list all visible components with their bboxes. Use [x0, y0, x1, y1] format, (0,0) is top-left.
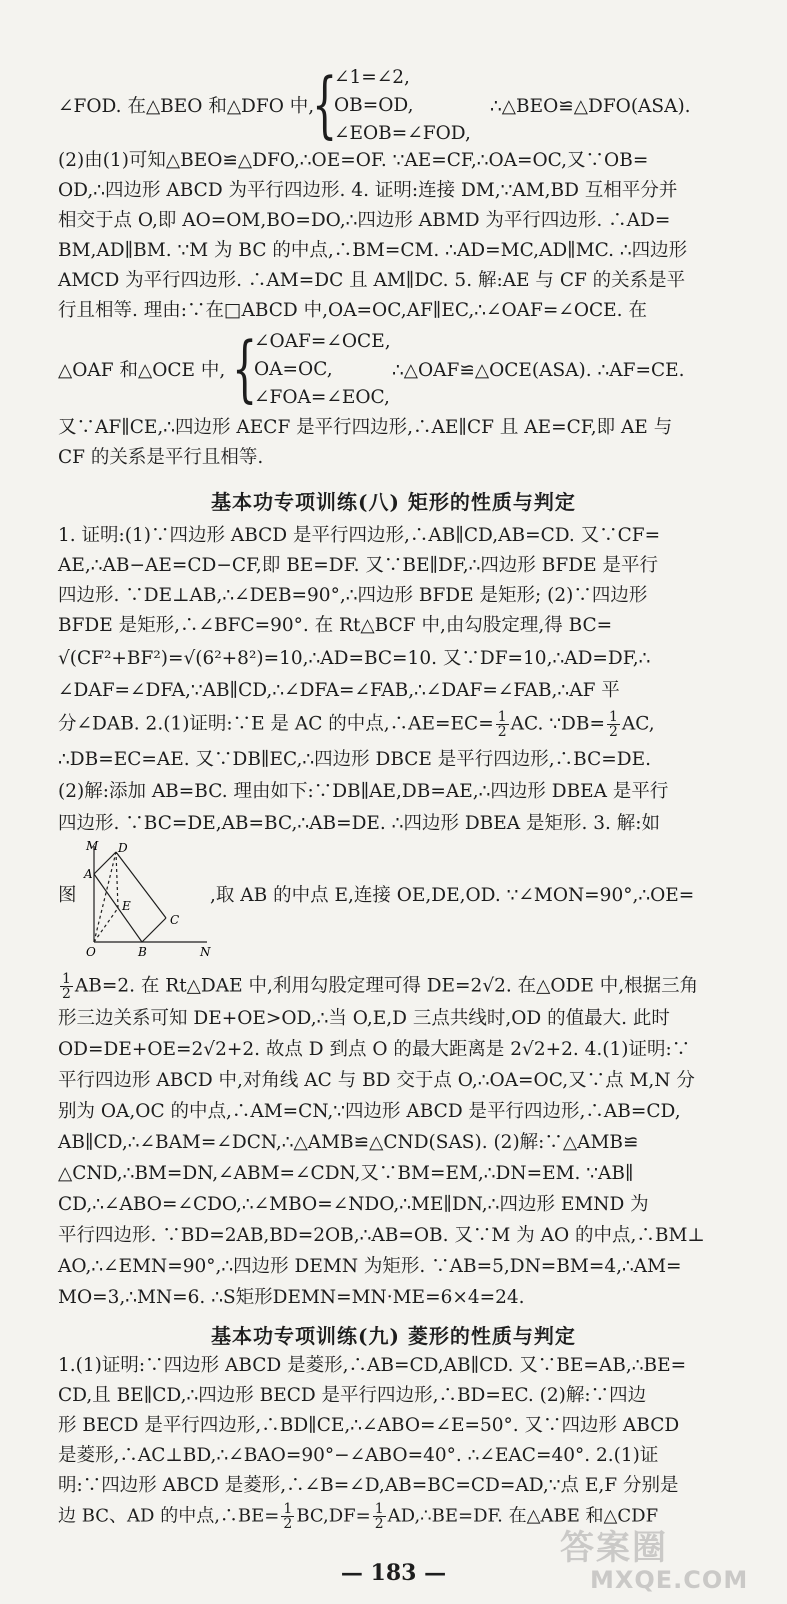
text-line: ∠DAF=∠DFA,∵AB∥CD,∴∠DFA=∠FAB,∴∠DAF=∠FAB,∴AF 平 [58, 680, 620, 701]
fraction: $\frac{1}{2}$ [62, 971, 71, 1002]
text-line: CF 的关系是平行且相等. [58, 447, 264, 468]
block1-after: ∴△BEO≌△DFO(ASA). [490, 96, 691, 117]
block2-before: △OAF 和△OCE 中, [58, 360, 226, 381]
text-line-with-fractions: 边 BC、AD 的中点,∴BE= $\frac{1}{2}$ BC,DF= $\frac{1}{2}$ AD,∴BE=DF. 在△ABE 和△CDF [58, 1501, 659, 1532]
label-N: N [200, 945, 211, 959]
text-line: AB∥CD,∴∠BAM=∠DCN,∴△AMB≌△CND(SAS). (2)解:∵△AMB≌ [58, 1132, 639, 1153]
brace-line: ∠1=∠2, [334, 67, 410, 88]
text-line: AE,∴AB−AE=CD−CF,即 BE=DF. 又∵BE∥DF,∴四边形 BFDE 是平行 [58, 555, 658, 576]
text-line: CD,且 BE∥CD,∴四边形 BECD 是平行四边形,∴BD=EC. (2)解:∵四边 [58, 1385, 647, 1406]
block1-before: ∠FOD. 在△BEO 和△DFO 中, [58, 96, 315, 117]
figure-text: ,取 AB 的中点 E,连接 OE,DE,OD. ∵∠MON=90°,∴OE= [210, 885, 695, 906]
fraction: $\frac{1}{2}$ [283, 1501, 293, 1532]
label-B: B [138, 945, 147, 959]
text-line: 平行四边形. ∵BD=2AB,BD=2OB,∴AB=OB. 又∵M 为 AO 的中点,∴BM⊥ [58, 1225, 705, 1246]
label-D: D [118, 841, 128, 855]
label-A: A [84, 867, 93, 881]
text-line: ∴DB=EC=AE. 又∵DB∥EC,∴四边形 DBCE 是平行四边形,∴BC=DE. [58, 749, 651, 770]
text-line: MO=3,∴MN=6. ∴S矩形DEMN=MN·ME=6×4=24. [58, 1287, 525, 1308]
geometry-figure [82, 838, 212, 962]
label-C: C [170, 913, 180, 927]
brace-line: ∠EOB=∠FOD, [334, 123, 471, 144]
text-line: 别为 OA,OC 的中点,∴AM=CN,∵四边形 ABCD 是平行四边形,∴AB=CD, [58, 1101, 681, 1122]
text-line: 又∵AF∥CE,∴四边形 AECF 是平行四边形,∴AE∥CF 且 AE=CF,即 AE 与 [58, 417, 673, 438]
label-M: M [86, 839, 99, 853]
text-line: 行且相等. 理由:∵在□ABCD 中,OA=OC,AF∥EC,∴∠OAF=∠OCE. 在 [58, 300, 647, 321]
watermark-url: MXQE.COM [590, 1566, 749, 1594]
fraction: $\frac{1}{2}$ [374, 1501, 384, 1532]
text-line: 明:∵四边形 ABCD 是菱形,∴∠B=∠D,AB=BC=CD=AD,∵点 E,F 分别是 [58, 1475, 679, 1496]
text-line: 1. 证明:(1)∵四边形 ABCD 是平行四边形,∴AB∥CD,AB=CD. 又∵CF= [58, 525, 661, 546]
brace-line: OA=OC, [254, 359, 333, 380]
text-line: △CND,∴BM=DN,∠ABM=∠CDN,又∵BM=EM,∴DN=EM. ∵AB∥ [58, 1163, 634, 1184]
text-line: (2)由(1)可知△BEO≌△DFO,∴OE=OF. ∵AE=CF,∴OA=OC,又∵OB= [58, 150, 649, 171]
fraction: $\frac{1}{2}$ [497, 709, 507, 740]
text-line-with-fractions: $\frac{1}{2}$ AB=2. 在 Rt△DAE 中,利用勾股定理可得 DE=2√2. 在△ODE 中,根据三角 [62, 971, 699, 1002]
text-line: BFDE 是矩形,∴∠BFC=90°. 在 Rt△BCF 中,由勾股定理,得 BC= [58, 615, 613, 636]
section-heading: 基本功专项训练(九) 菱形的性质与判定 [211, 1324, 576, 1348]
text-line: 形 BECD 是平行四边形,∴BD∥CE,∴∠ABO=∠E=50°. 又∵四边形 ABCD [58, 1415, 680, 1436]
page-number: — 183 — [340, 1560, 447, 1586]
text-line: BM,AD∥BM. ∵M 为 BC 的中点,∴BM=CM. ∴AD=MC,AD∥MC. ∴四边形 [58, 240, 688, 261]
fraction: $\frac{1}{2}$ [608, 709, 618, 740]
watermark-logo [560, 1520, 780, 1604]
text-line: 相交于点 O,即 AO=OM,BO=DO,∴四边形 ABMD 为平行四边形. ∴AD= [58, 210, 671, 231]
text-line-with-fractions: 分∠DAB. 2.(1)证明:∵E 是 AC 的中点,∴AE=EC= $\frac{1}{2}$ AC. ∵DB= $\frac{1}{2}$ AC, [58, 709, 655, 740]
block2-after: ∴△OAF≌△OCE(ASA). ∴AF=CE. [392, 360, 685, 381]
text-line: √(CF²+BF²)=√(6²+8²)=10,∴AD=BC=10. 又∵DF=10,∴AD=DF,∴ [58, 648, 651, 669]
text-line: (2)解:添加 AB=BC. 理由如下:∵DB∥AE,DB=AE,∴四边形 DBEA 是平行 [58, 781, 669, 802]
text-line: 是菱形,∴AC⊥BD,∴∠BAO=90°−∠ABO=40°. ∴∠EAC=40°. 2.(1)证 [58, 1445, 659, 1466]
brace-line: ∠OAF=∠OCE, [254, 331, 391, 352]
section-heading: 基本功专项训练(八) 矩形的性质与判定 [211, 490, 576, 514]
text-line: 四边形. ∵DE⊥AB,∴∠DEB=90°,∴四边形 BFDE 是矩形; (2)∵四边形 [58, 585, 648, 606]
text-line: 1.(1)证明:∵四边形 ABCD 是菱形,∴AB=CD,AB∥CD. 又∵BE=AB,∴BE= [58, 1355, 687, 1376]
text-line: OD=DE+OE=2√2+2. 故点 D 到点 O 的最大距离是 2√2+2. 4.(1)证明:∵ [58, 1039, 691, 1060]
brace-line: ∠FOA=∠EOC, [254, 387, 390, 408]
text-line: 平行四边形 ABCD 中,对角线 AC 与 BD 交于点 O,∴OA=OC,又∵点 M,N 分 [58, 1070, 695, 1091]
text-line: OD,∴四边形 ABCD 为平行四边形. 4. 证明:连接 DM,∵AM,BD 互相平分并 [58, 180, 678, 201]
figure-prefix: 图 [58, 885, 77, 906]
text-line: CD,∴∠ABO=∠CDO,∴∠MBO=∠NDO,∴ME∥DN,∴四边形 EMND 为 [58, 1194, 649, 1215]
text-line: 形三边关系可知 DE+OE>OD,∴当 O,E,D 三点共线时,OD 的值最大. 此时 [58, 1008, 670, 1029]
label-O: O [86, 945, 96, 959]
brace-line: OB=OD, [334, 95, 414, 116]
watermark-text: 答案圈 [560, 1528, 668, 1568]
text-line: AMCD 为平行四边形. ∴AM=DC 且 AM∥DC. 5. 解:AE 与 CF 的关系是平 [58, 270, 686, 291]
text-line: AO,∴∠EMN=90°,∴四边形 DEMN 为矩形. ∵AB=5,DN=BM=4,∴AM= [58, 1256, 682, 1277]
label-E: E [122, 899, 131, 913]
text-line: 四边形. ∵BC=DE,AB=BC,∴AB=DE. ∴四边形 DBEA 是矩形. 3. 解:如 [58, 813, 661, 834]
